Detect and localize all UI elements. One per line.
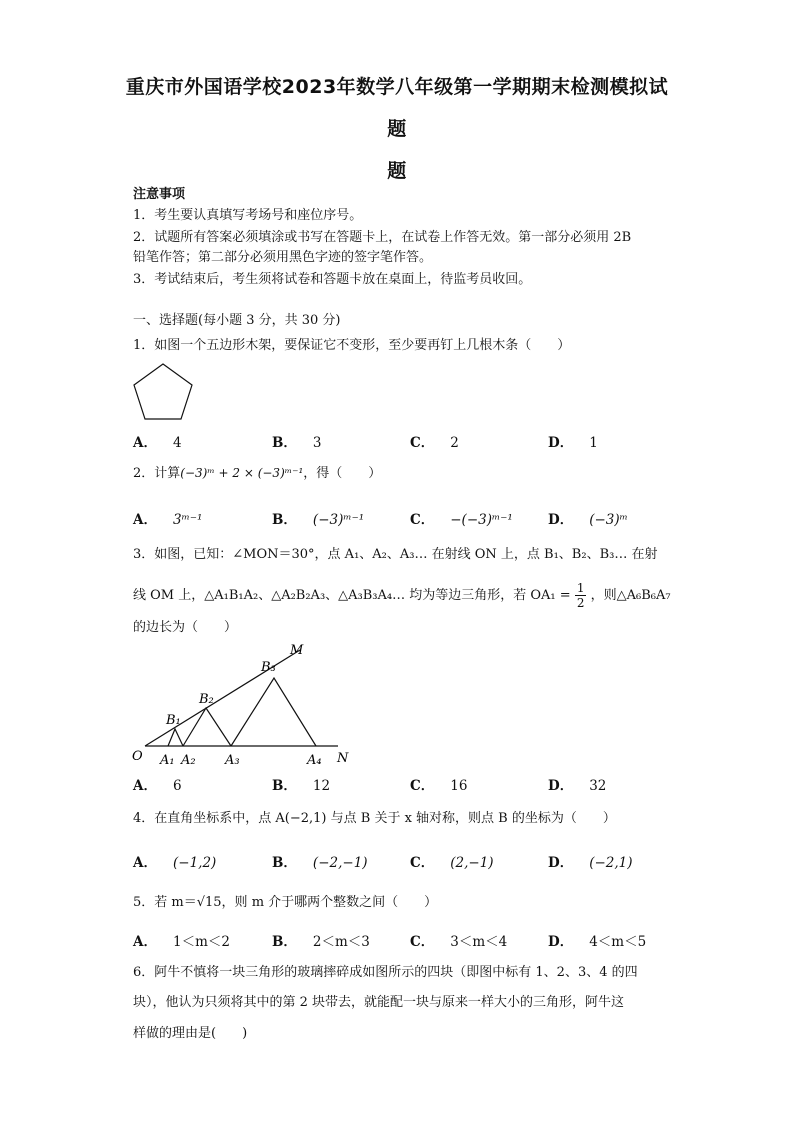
- page-title-duplicate: 题: [387, 160, 407, 182]
- question-5-stem: 5．若 m＝√15，则 m 介于哪两个整数之间（ ）: [133, 895, 438, 910]
- question-3-stem-line-1: 3．如图，已知：∠MON＝30°，点 A₁、A₂、A₃… 在射线 ON 上，点 B₁、B₂、B₃… 在射: [133, 547, 658, 562]
- question-4-option-d[interactable]: D． (−2,1): [548, 855, 633, 871]
- pentagon-figure: [130, 361, 196, 423]
- question-1-stem: 1．如图一个五边形木架，要保证它不变形，至少要再钉上几根木条（ ）: [133, 338, 571, 353]
- question-2-expression: (−3)ᵐ + 2 × (−3)ᵐ⁻¹: [180, 466, 304, 480]
- question-4-option-c[interactable]: C． (2,−1): [410, 855, 494, 871]
- question-5-option-b[interactable]: B． 2＜m＜3: [272, 934, 370, 950]
- page-title-continued: 题: [387, 118, 407, 140]
- question-5-option-c[interactable]: C． 3＜m＜4: [410, 934, 508, 950]
- page-title: 重庆市外国语学校2023年数学八年级第一学期期末检测模拟试: [125, 76, 669, 98]
- notice-item-1: 1．考生要认真填写考场号和座位序号。: [133, 208, 363, 223]
- notice-item-2: 2．试题所有答案必须填涂或书写在答题卡上，在试卷上作答无效。第一部分必须用 2B: [133, 230, 632, 245]
- question-5-option-d[interactable]: D． 4＜m＜5: [548, 934, 647, 950]
- label-A2: A₂: [181, 753, 196, 768]
- label-B1: B₁: [166, 713, 181, 728]
- notice-heading: 注意事项: [133, 187, 186, 202]
- label-A4: A₄: [307, 753, 322, 768]
- label-A1: A₁: [160, 753, 175, 768]
- question-2-option-a[interactable]: A． 3ᵐ⁻¹: [133, 512, 203, 528]
- question-1-option-b[interactable]: B． 3: [272, 435, 322, 451]
- section-heading: 一、选择题(每小题 3 分，共 30 分): [133, 313, 341, 328]
- label-O: O: [132, 749, 143, 764]
- question-2-option-d[interactable]: D． (−3)ᵐ: [548, 512, 628, 528]
- label-B2: B₂: [199, 692, 214, 707]
- question-2-stem: 2．计算(−3)ᵐ + 2 × (−3)ᵐ⁻¹，得（ ）: [133, 466, 382, 481]
- question-4-option-b[interactable]: B． (−2,−1): [272, 855, 368, 871]
- question-3-stem-line-3: 的边长为（ ）: [133, 620, 238, 635]
- notice-item-3: 3．考试结束后，考生须将试卷和答题卡放在桌面上，待监考员收回。: [133, 272, 532, 287]
- question-1-option-c[interactable]: C． 2: [410, 435, 459, 451]
- question-3-option-a[interactable]: A． 6: [133, 778, 182, 794]
- question-3-option-d[interactable]: D． 32: [548, 778, 607, 794]
- notice-item-2-continued: 铅笔作答；第二部分必须用黑色字迹的签字笔作答。: [133, 250, 433, 265]
- fraction-one-half: $\frac{1}{2}$: [576, 581, 585, 610]
- label-B3: B₃: [261, 660, 276, 675]
- question-3-stem-line-2: 线 OM 上，△A₁B₁A₂、△A₂B₂A₃、△A₃B₃A₄… 均为等边三角形，若 OA₁ = $\frac{1}{2}$ ，则△A₆B₆A₇: [133, 581, 671, 610]
- question-3-option-b[interactable]: B． 12: [272, 778, 331, 794]
- label-M: M: [290, 643, 304, 658]
- question-3-option-c[interactable]: C． 16: [410, 778, 468, 794]
- question-6-stem-line-3: 样做的理由是( ): [133, 1026, 248, 1041]
- label-N: N: [337, 751, 349, 766]
- question-4-option-a[interactable]: A． (−1,2): [133, 855, 217, 871]
- question-6-stem-line-1: 6．阿牛不慎将一块三角形的玻璃摔碎成如图所示的四块（即图中标有 1、2、3、4 的四: [133, 965, 638, 980]
- question-1-option-a[interactable]: A． 4: [133, 435, 182, 451]
- question-2-option-b[interactable]: B． (−3)ᵐ⁻¹: [272, 512, 365, 528]
- question-1-option-d[interactable]: D． 1: [548, 435, 598, 451]
- question-5-option-a[interactable]: A． 1＜m＜2: [133, 934, 230, 950]
- question-4-stem: 4．在直角坐标系中，点 A(−2,1) 与点 B 关于 x 轴对称，则点 B 的坐标为（ ）: [133, 811, 616, 826]
- question-2-option-c[interactable]: C． −(−3)ᵐ⁻¹: [410, 512, 513, 528]
- label-A3: A₃: [225, 753, 240, 768]
- question-6-stem-line-2: 块），他认为只须将其中的第 2 块带去，就能配一块与原来一样大小的三角形，阿牛这: [133, 995, 625, 1010]
- equilateral-triangles-figure: [128, 640, 358, 770]
